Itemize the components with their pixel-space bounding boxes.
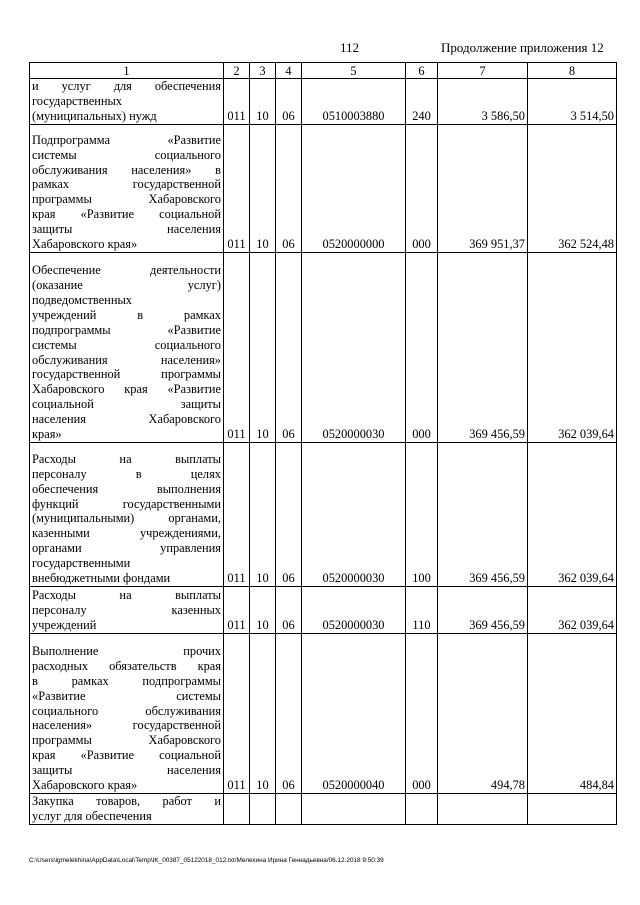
- description-line: «Развитие системы: [32, 688, 221, 703]
- subsection-code-cell: 06: [276, 443, 302, 587]
- description-line: Обеспечение деятельности: [32, 263, 221, 278]
- amount-2020-cell: 484,84: [528, 634, 617, 794]
- table-row: [30, 79, 617, 125]
- description-line: Закупка товаров, работ и: [32, 794, 221, 808]
- description-line: социальной защиты: [32, 397, 221, 412]
- description-line: края»: [32, 427, 62, 442]
- description-line: края «Развитие социальной: [32, 207, 221, 222]
- expense-type-cell: 240: [406, 79, 438, 125]
- description-line: обслуживания населения» в: [32, 162, 221, 177]
- description-line: внебюджетными фондами: [32, 571, 171, 586]
- section-code-cell: 10: [250, 634, 276, 794]
- description-line: учреждений: [32, 618, 97, 633]
- description-line: Хабаровского края «Развитие: [32, 382, 221, 397]
- table-row: [30, 443, 617, 587]
- amount-2020-cell: 362 039,64: [528, 253, 617, 443]
- row-description: [30, 587, 224, 634]
- amount-2020-cell: 3 514,50: [528, 79, 617, 125]
- description-line: программы Хабаровского: [32, 192, 221, 207]
- description-line: обеспечения выполнения: [32, 481, 221, 496]
- description-line: в рамках подпрограммы: [32, 673, 221, 688]
- target-article-cell: 0520000030: [302, 443, 406, 587]
- column-numbers-row: [30, 63, 617, 79]
- subsection-code-cell: 06: [276, 79, 302, 125]
- description-line: программы Хабаровского: [32, 733, 221, 748]
- table-row: [30, 794, 617, 825]
- column-header: 7: [438, 63, 528, 79]
- description-line: услуг для обеспечения: [32, 808, 152, 823]
- amount-2019-cell: 369 456,59: [438, 443, 528, 587]
- description-line: защиты населения: [32, 763, 221, 778]
- amount-2020-cell: 362 039,64: [528, 587, 617, 634]
- description-line: (муниципальных) нужд: [32, 109, 157, 124]
- target-article-cell: 0520000000: [302, 125, 406, 253]
- admin-code-cell: 011: [224, 253, 250, 443]
- amount-2019-cell: 369 456,59: [438, 253, 528, 443]
- table-row: [30, 125, 617, 253]
- description-line: системы социального: [32, 337, 221, 352]
- description-line: учреждений в рамках: [32, 307, 221, 322]
- column-header: 4: [276, 63, 302, 79]
- description-line: населения» государственной: [32, 718, 221, 733]
- description-line: края «Развитие социальной: [32, 748, 221, 763]
- description-line: Подпрограмма «Развитие: [32, 132, 221, 147]
- subsection-code-cell: 06: [276, 587, 302, 634]
- target-article-cell: 0520000030: [302, 253, 406, 443]
- section-code-cell: 10: [250, 587, 276, 634]
- subsection-code-cell: 06: [276, 253, 302, 443]
- appendix-caption: Продолжение приложения 12: [441, 40, 604, 55]
- target-article-cell: 0520000040: [302, 634, 406, 794]
- budget-table: [29, 62, 617, 825]
- row-description: [30, 634, 224, 794]
- subsection-code-cell: 06: [276, 125, 302, 253]
- description-line: обслуживания населения»: [32, 352, 221, 367]
- expense-type-cell: 000: [406, 634, 438, 794]
- amount-2019-cell: [438, 794, 528, 825]
- admin-code-cell: 011: [224, 443, 250, 587]
- description-line: системы социального: [32, 147, 221, 162]
- amount-2020-cell: 362 524,48: [528, 125, 617, 253]
- target-article-cell: [302, 794, 406, 825]
- expense-type-cell: 110: [406, 587, 438, 634]
- subsection-code-cell: 06: [276, 634, 302, 794]
- subsection-code-cell: [276, 794, 302, 825]
- section-code-cell: 10: [250, 443, 276, 587]
- description-line: функций государственными: [32, 496, 221, 511]
- description-line: социального обслуживания: [32, 703, 221, 718]
- admin-code-cell: 011: [224, 125, 250, 253]
- description-line: казенными учреждениями,: [32, 526, 221, 541]
- column-header: 5: [302, 63, 406, 79]
- section-code-cell: 10: [250, 125, 276, 253]
- amount-2020-cell: [528, 794, 617, 825]
- row-description: [30, 443, 224, 587]
- admin-code-cell: 011: [224, 634, 250, 794]
- description-line: подпрограммы «Развитие: [32, 322, 221, 337]
- expense-type-cell: 000: [406, 125, 438, 253]
- column-header: 8: [528, 63, 617, 79]
- description-line: государственной программы: [32, 367, 221, 382]
- table-row: [30, 587, 617, 634]
- column-header: 2: [224, 63, 250, 79]
- description-line: расходных обязательств края: [32, 658, 221, 673]
- amount-2019-cell: 3 586,50: [438, 79, 528, 125]
- row-description: [30, 79, 224, 125]
- row-description: [30, 794, 224, 825]
- description-line: Выполнение прочих: [32, 643, 221, 658]
- row-description: [30, 253, 224, 443]
- description-line: подведомственных: [32, 292, 132, 307]
- description-line: защиты населения: [32, 222, 221, 237]
- row-description: [30, 125, 224, 253]
- amount-2019-cell: 494,78: [438, 634, 528, 794]
- description-line: (оказание услуг): [32, 278, 221, 293]
- target-article-cell: 0520000030: [302, 587, 406, 634]
- admin-code-cell: 011: [224, 79, 250, 125]
- page-number: 112: [340, 40, 360, 55]
- description-line: государственными: [32, 556, 131, 571]
- expense-type-cell: 000: [406, 253, 438, 443]
- description-line: персоналу в целях: [32, 466, 221, 481]
- admin-code-cell: 011: [224, 587, 250, 634]
- column-header: 1: [30, 63, 224, 79]
- section-code-cell: 10: [250, 253, 276, 443]
- description-line: населения Хабаровского: [32, 412, 221, 427]
- description-line: государственных: [32, 94, 123, 109]
- amount-2019-cell: 369 951,37: [438, 125, 528, 253]
- column-header: 6: [406, 63, 438, 79]
- amount-2019-cell: 369 456,59: [438, 587, 528, 634]
- description-line: персоналу казенных: [32, 603, 221, 618]
- expense-type-cell: 100: [406, 443, 438, 587]
- amount-2020-cell: 362 039,64: [528, 443, 617, 587]
- expense-type-cell: [406, 794, 438, 825]
- description-line: рамках государственной: [32, 177, 221, 192]
- table-row: [30, 634, 617, 794]
- description-line: органами управления: [32, 541, 221, 556]
- section-code-cell: 10: [250, 79, 276, 125]
- footer-file-path: C:\Users\igmelekhina\AppData\Local\Temp\IK_00387_05122018_012.txt/Мелехина Ирина Геннадьевна/06.12.2018 9:50:39: [29, 857, 384, 864]
- description-line: Хабаровского края»: [32, 237, 138, 252]
- description-line: (муниципальными) органами,: [32, 511, 221, 526]
- description-line: Хабаровского края»: [32, 778, 138, 793]
- description-line: Расходы на выплаты: [32, 451, 221, 466]
- description-line: Расходы на выплаты: [32, 588, 221, 603]
- description-line: и услуг для обеспечения: [32, 79, 221, 94]
- target-article-cell: 0510003880: [302, 79, 406, 125]
- admin-code-cell: [224, 794, 250, 825]
- section-code-cell: [250, 794, 276, 825]
- table-row: [30, 253, 617, 443]
- column-header: 3: [250, 63, 276, 79]
